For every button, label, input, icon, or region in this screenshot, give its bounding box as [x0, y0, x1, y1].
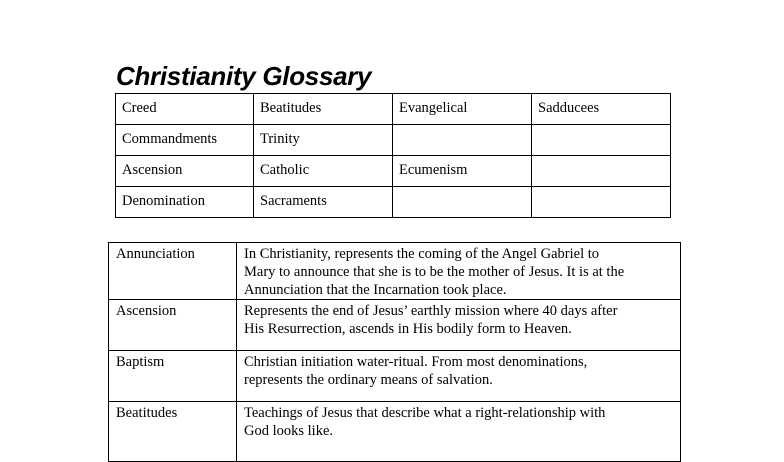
definition-line: Mary to announce that she is to be the mother of Jesus. It is at the: [244, 264, 625, 280]
term-cell: Beatitudes: [254, 94, 393, 125]
definition-term: Beatitudes: [109, 402, 237, 462]
term-cell: Denomination: [116, 187, 254, 218]
term-cell: Catholic: [254, 156, 393, 187]
definition-line: Annunciation that the Incarnation took place.: [244, 282, 507, 298]
terms-row: [116, 94, 671, 125]
definitions-table: [108, 242, 681, 462]
terms-row: [116, 125, 671, 156]
term-cell: [532, 125, 671, 156]
term-cell: Sadducees: [532, 94, 671, 125]
term-cell: [532, 187, 671, 218]
term-cell: [393, 125, 532, 156]
definition-row: [109, 351, 681, 402]
terms-row: [116, 156, 671, 187]
definition-line: Represents the end of Jesus’ earthly mission where 40 days after: [244, 303, 618, 319]
definition-text: [237, 351, 681, 402]
definition-text: [237, 243, 681, 300]
terms-row: [116, 187, 671, 218]
term-cell: Trinity: [254, 125, 393, 156]
terms-table: [115, 93, 671, 218]
term-cell: Evangelical: [393, 94, 532, 125]
term-cell: Sacraments: [254, 187, 393, 218]
page-title: Christianity Glossary: [116, 61, 372, 91]
term-cell: Commandments: [116, 125, 254, 156]
definition-line: In Christianity, represents the coming of the Angel Gabriel to: [244, 246, 600, 262]
definition-row: [109, 243, 681, 300]
term-cell: [393, 187, 532, 218]
term-cell: [532, 156, 671, 187]
definition-line: God looks like.: [244, 423, 334, 439]
definition-text: [237, 402, 681, 462]
definition-text: [237, 300, 681, 351]
definition-line: His Resurrection, ascends in His bodily form to Heaven.: [244, 321, 572, 337]
definition-row: [109, 300, 681, 351]
definition-row: [109, 402, 681, 462]
term-cell: Ecumenism: [393, 156, 532, 187]
term-cell: Creed: [116, 94, 254, 125]
definition-line: Teachings of Jesus that describe what a right-relationship with: [244, 405, 606, 421]
term-cell: Ascension: [116, 156, 254, 187]
definition-line: represents the ordinary means of salvation.: [244, 372, 493, 388]
definition-term: Annunciation: [109, 243, 237, 300]
definition-term: Ascension: [109, 300, 237, 351]
definition-line: Christian initiation water-ritual. From most denominations,: [244, 354, 588, 370]
definition-term: Baptism: [109, 351, 237, 402]
